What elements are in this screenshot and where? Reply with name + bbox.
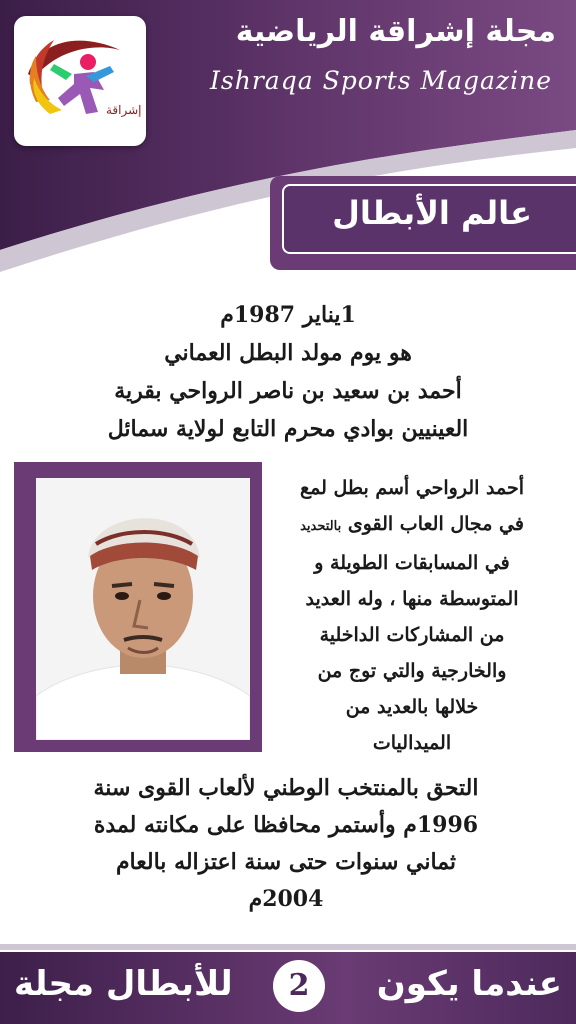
side-line: أحمد الرواحي أسم بطل لمع (299, 477, 525, 499)
closing-line: ثماني سنوات حتى سنة اعتزاله بالعام (115, 849, 457, 875)
side-line-main: في مجال العاب القوى (347, 513, 524, 535)
page-number-badge: 2 (273, 960, 325, 1012)
closing-line: 2004م (248, 886, 324, 912)
closing-line: 1996م وأستمر محافظا على مكانته لمدة (93, 812, 479, 838)
side-line: الميداليات (372, 732, 452, 754)
side-line: المتوسطة منها ، وله العديد (305, 588, 519, 610)
svg-text:إشراقة: إشراقة (106, 103, 142, 117)
athlete-photo (36, 478, 250, 740)
closing-paragraph (36, 770, 536, 918)
magazine-logo (14, 16, 146, 146)
section-title: عالم الأبطال (332, 194, 532, 232)
side-line: من المشاركات الداخلية (319, 624, 505, 646)
side-line (262, 506, 562, 545)
athlete-photo-frame (14, 462, 262, 752)
footer-divider (0, 944, 576, 950)
intro-line: أحمد بن سعيد بن ناصر الرواحي بقرية (114, 378, 462, 404)
footer-bar (0, 952, 576, 1024)
biography-side-text (262, 470, 562, 761)
side-line: والخارجية والتي توج من (317, 660, 507, 682)
side-line-small: بالتحديد (300, 519, 342, 534)
magazine-title-arabic: مجلة إشراقة الرياضية (235, 14, 556, 49)
section-badge (270, 176, 576, 270)
intro-line: هو يوم مولد البطل العماني (164, 340, 412, 366)
intro-paragraph (28, 296, 548, 448)
closing-line: التحق بالمنتخب الوطني لألعاب القوى سنة (93, 775, 479, 801)
side-line: في المسابقات الطويلة و (314, 552, 510, 574)
intro-line: 1يناير 1987م (220, 302, 356, 328)
footer-text-right: عندما يكون (376, 964, 562, 1004)
side-line: خلالها بالعديد من (345, 696, 479, 718)
magazine-title-english: Ishraqa Sports Magazine (210, 66, 552, 95)
intro-line: العينيين بوادي محرم التابع لولاية سمائل (107, 416, 469, 442)
footer-text-left: للأبطال مجلة (14, 964, 233, 1004)
